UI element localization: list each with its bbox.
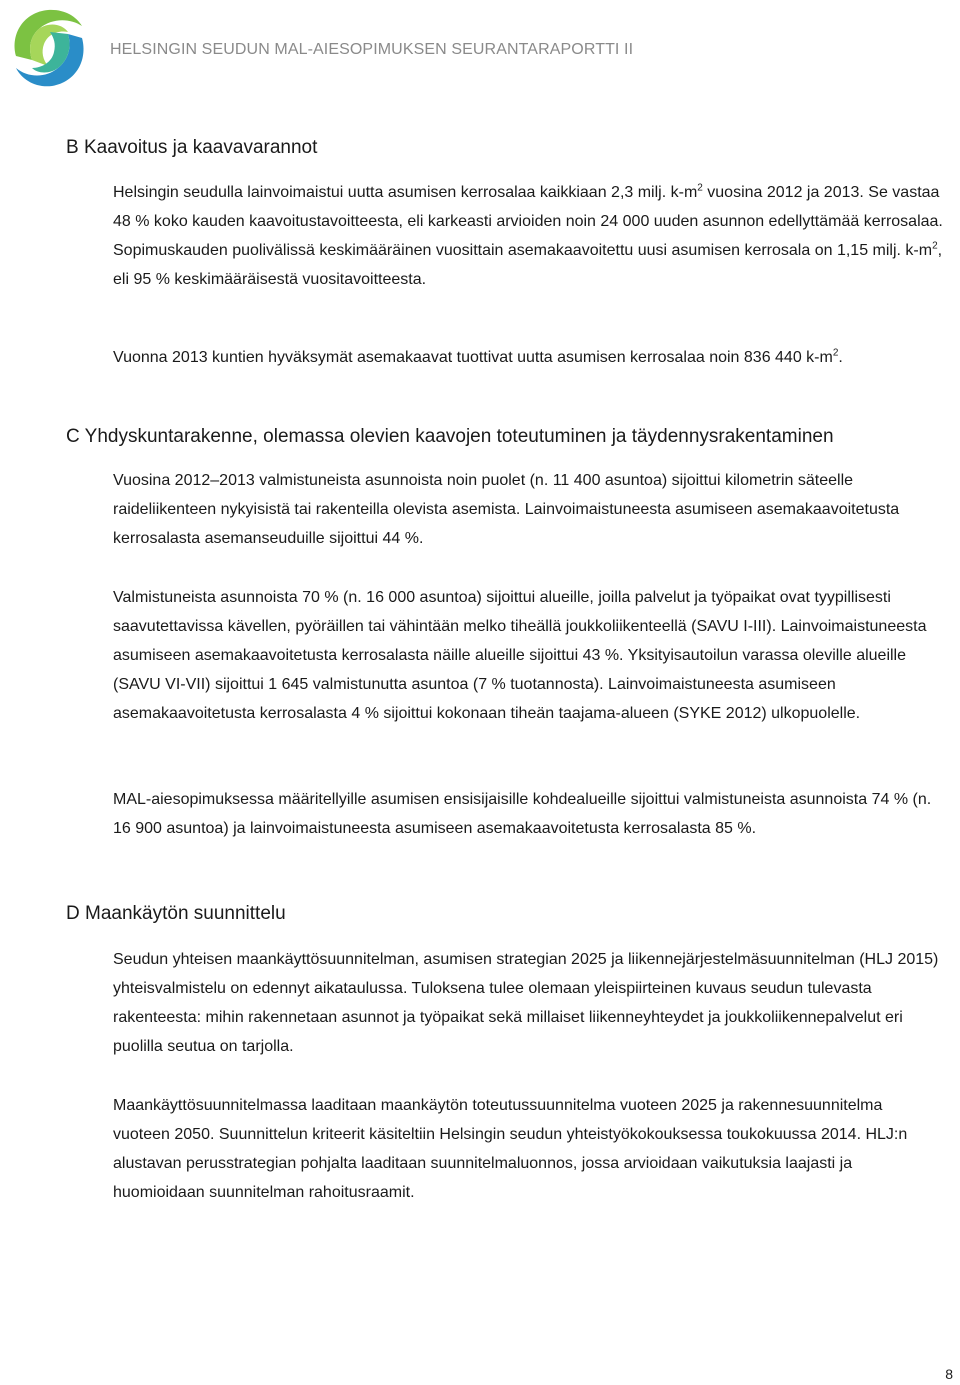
section-c-heading: C Yhdyskuntarakenne, olemassa olevien kaavojen toteutuminen ja täydennysrakentaminen	[66, 426, 834, 447]
section-c-p1-text: Vuosina 2012–2013 valmistuneista asunnoista noin puolet (n. 11 400 asuntoa) sijoittui kilometrin säteelle raideliikenteen nykyisistä tai rakenteilla olevista asemista. Lainvoimaistuneesta asumiseen asemakaavoitetusta kerrosalasta asemanseuduille sijoittui 44 %.	[113, 472, 900, 547]
section-d-heading: D Maankäytön suunnittelu	[66, 903, 286, 924]
section-c-p2-text: Valmistuneista asunnoista 70 % (n. 16 000 asuntoa) sijoittui alueille, joilla palvelut ja työpaikat ovat tyypillisesti saavutettavissa kävellen, pyöräillen tai vähintään melko tiheällä joukkoliikenteellä (SAVU I-III). Lainvoimaistuneesta asumiseen asemakaavoitetusta kerrosalasta näille alueille sijoittui 43 %. Yksityisautoilun varassa oleville alueille (SAVU VI-VII) sijoittui 1 645 valmistunutta asuntoa (7 % tuotannosta). Lainvoimaistuneesta asumiseen asemakaavoitetusta kerrosalasta 4 % sijoittui kokonaan tiheän taajama-alueen (SYKE 2012) ulkopuolelle.	[113, 589, 927, 722]
section-b-paragraph-2	[113, 343, 943, 372]
section-d-p1-text: Seudun yhteisen maankäyttösuunnitelman, asumisen strategian 2025 ja liikennejärjestelmäsuunnitelman (HLJ 2015) yhteisvalmistelu on edennyt aikataulussa. Tuloksena tulee olemaan yleispiirteinen kuvaus seudun tulevasta rakenteesta: mihin rakennetaan asunnot ja työpaikat sekä millaiset liikenneyhteydet ja joukkoliikennepalvelut eri puolilla seutua on tarjolla.	[113, 951, 939, 1055]
section-b-p1-text-2: vuosina 2012 ja 2013. Se vastaa 48 % koko kauden kaavoitustavoitteesta, eli karkeasti arvioiden noin 24 000 uuden asunnon edellyttämää kerrosalaa. Sopimuskauden puolivälissä keskimääräinen vuosittain asemakaavoitettu uusi asumisen kerrosala on 1,15 milj. k-m	[113, 184, 943, 259]
superscript: 2	[932, 240, 938, 252]
section-c-paragraph-2	[113, 583, 943, 728]
section-d-paragraph-1	[113, 945, 943, 1061]
page-number: 8	[945, 1366, 953, 1382]
section-b-p1-text-1: Helsingin seudulla lainvoimaistui uutta asumisen kerrosalaa kaikkiaan 2,3 milj. k-m	[113, 184, 698, 201]
section-b-p2-text-1: Vuonna 2013 kuntien hyväksymät asemakaavat tuottivat uutta asumisen kerrosalaa noin 836 440 k-m	[113, 349, 833, 366]
section-c-paragraph-1	[113, 466, 943, 553]
section-c-paragraph-3	[113, 785, 943, 843]
section-d-paragraph-2	[113, 1091, 943, 1207]
section-b-p2-text-2: .	[838, 349, 843, 366]
section-b-p1-text-3: , eli 95 % keskimääräisestä vuositavoitteesta.	[113, 242, 943, 288]
section-d-p2-text: Maankäyttösuunnitelmassa laaditaan maankäytön toteutussuunnitelma vuoteen 2025 ja rakennesuunnitelma vuoteen 2050. Suunnittelun kriteerit käsiteltiin Helsingin seudun yhteistyökokouksessa toukokuussa 2014. HLJ:n alustavan perusstrategian pohjalta laaditaan suunnitelmaluonnos, jossa arvioidaan vaikutuksia laajasti ja huomioidaan suunnitelman rahoitusraamit.	[113, 1097, 908, 1201]
superscript: 2	[832, 347, 839, 359]
helsinki-region-logo-icon	[6, 4, 92, 90]
section-b-heading: B Kaavoitus ja kaavavarannot	[66, 137, 318, 158]
section-c-p3-text: MAL-aiesopimuksessa määritellyille asumisen ensisijaisille kohdealueille sijoittui valmistuneista asunnoista 74 % (n. 16 900 asuntoa) ja lainvoimaistuneesta asumiseen asemakaavoitetusta kerrosalasta 85 %.	[113, 791, 932, 837]
superscript: 2	[697, 182, 703, 194]
section-b-paragraph-1	[113, 178, 943, 294]
report-header-title: HELSINGIN SEUDUN MAL-AIESOPIMUKSEN SEURANTARAPORTTI II	[110, 41, 634, 58]
